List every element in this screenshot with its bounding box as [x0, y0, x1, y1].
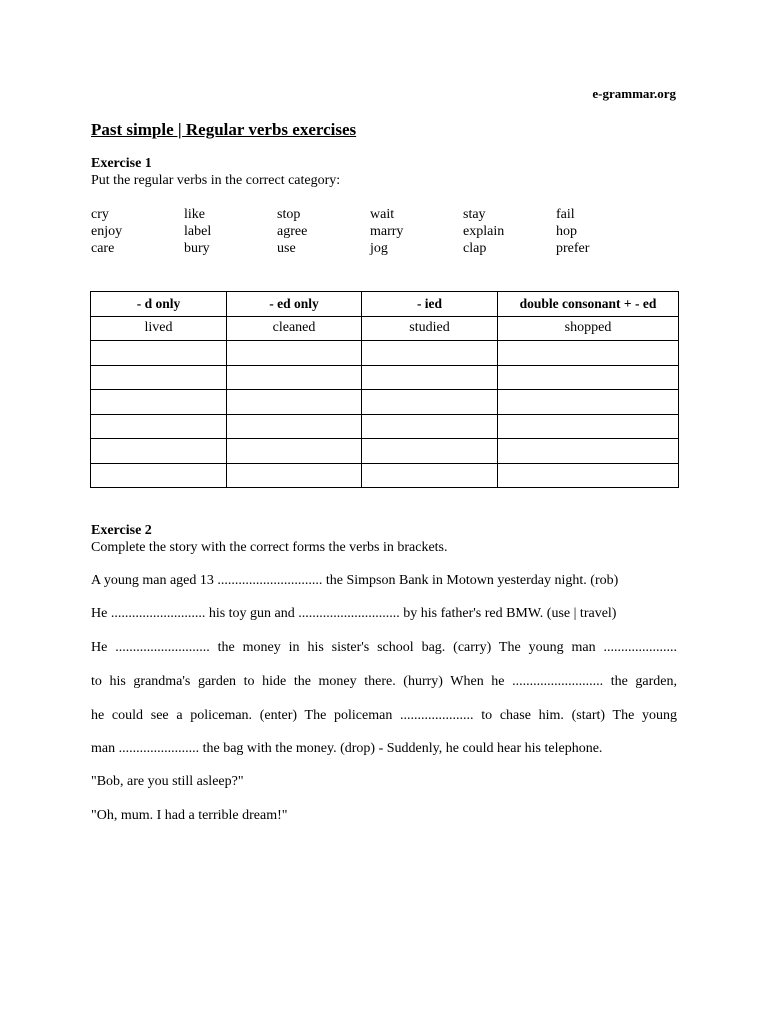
answer-cell [91, 365, 227, 390]
answer-cell [227, 341, 362, 366]
answer-cell [91, 414, 227, 439]
table-row-blank [91, 390, 679, 415]
answer-cell [362, 390, 498, 415]
story-line: A young man aged 13 .............................. the Simpson Bank in Motown yesterday night. (rob) [91, 573, 619, 588]
answer-cell [362, 439, 498, 464]
answer-cell [91, 463, 227, 488]
table-row-blank [91, 365, 679, 390]
verb-word: hop [556, 224, 577, 239]
answer-cell [498, 463, 679, 488]
answer-cell [91, 439, 227, 464]
exercise-1-instruction: Put the regular verbs in the correct category: [91, 173, 341, 188]
answer-cell [227, 414, 362, 439]
column-header-d-only: - d only [91, 292, 227, 317]
verb-word: clap [463, 241, 487, 256]
example-cell: lived [91, 316, 227, 341]
column-header-ed-only: - ed only [227, 292, 362, 317]
verb-word: explain [463, 224, 505, 239]
answer-cell [362, 341, 498, 366]
exercise-1-heading: Exercise 1 [91, 156, 152, 171]
verb-word: stop [277, 207, 301, 222]
story-line: to his grandma's garden to hide the money there. (hurry) When he .......................... the garden, [91, 674, 677, 689]
answer-cell [227, 390, 362, 415]
verb-word: enjoy [91, 224, 123, 239]
story-line: He ........................... the money in his sister's school bag. (carry) The young man ..................... [91, 640, 677, 655]
story-line: "Bob, are you still asleep?" [91, 774, 244, 789]
example-cell: studied [362, 316, 498, 341]
story-line: man ....................... the bag with the money. (drop) - Suddenly, he could hear his telephone. [91, 741, 603, 756]
answer-cell [498, 414, 679, 439]
verb-word: marry [370, 224, 404, 239]
site-name: e-grammar.org [592, 86, 676, 101]
answer-cell [227, 463, 362, 488]
verb-word: cry [91, 207, 109, 222]
exercise-2-instruction: Complete the story with the correct forms the verbs in brackets. [91, 540, 448, 555]
story-line: He ........................... his toy gun and ............................. by his father's red BMW. (use | travel) [91, 606, 617, 621]
verb-list [91, 206, 649, 257]
story-line: "Oh, mum. I had a terrible dream!" [91, 808, 288, 823]
table-row-blank [91, 341, 679, 366]
verb-word: agree [277, 224, 308, 239]
verb-category-table [90, 291, 679, 488]
answer-cell [498, 341, 679, 366]
answer-cell [362, 414, 498, 439]
page-title: Past simple | Regular verbs exercises [91, 120, 357, 139]
answer-cell [362, 365, 498, 390]
verb-word: fail [556, 207, 575, 222]
example-cell: cleaned [227, 316, 362, 341]
story-line: he could see a policeman. (enter) The policeman ..................... to chase him. (start) The young [91, 708, 677, 723]
verb-word: care [91, 241, 115, 256]
column-header-double-consonant: double consonant + - ed [498, 292, 679, 317]
answer-cell [91, 341, 227, 366]
exercise-2-heading: Exercise 2 [91, 523, 152, 538]
verb-word: use [277, 241, 296, 256]
table-header-row [91, 292, 679, 317]
verb-word: like [184, 207, 205, 222]
verb-word: bury [184, 241, 210, 256]
verb-word: prefer [556, 241, 590, 256]
verb-word: label [184, 224, 212, 239]
answer-cell [362, 463, 498, 488]
table-row-blank [91, 414, 679, 439]
verb-word: stay [463, 207, 486, 222]
answer-cell [227, 365, 362, 390]
verb-word: wait [370, 207, 395, 222]
table-row-blank [91, 439, 679, 464]
answer-cell [498, 390, 679, 415]
answer-cell [227, 439, 362, 464]
example-cell: shopped [498, 316, 679, 341]
answer-cell [91, 390, 227, 415]
table-row-example [91, 316, 679, 341]
answer-cell [498, 365, 679, 390]
table-row-blank [91, 463, 679, 488]
answer-cell [498, 439, 679, 464]
column-header-ied: - ied [362, 292, 498, 317]
verb-word: jog [370, 241, 388, 256]
